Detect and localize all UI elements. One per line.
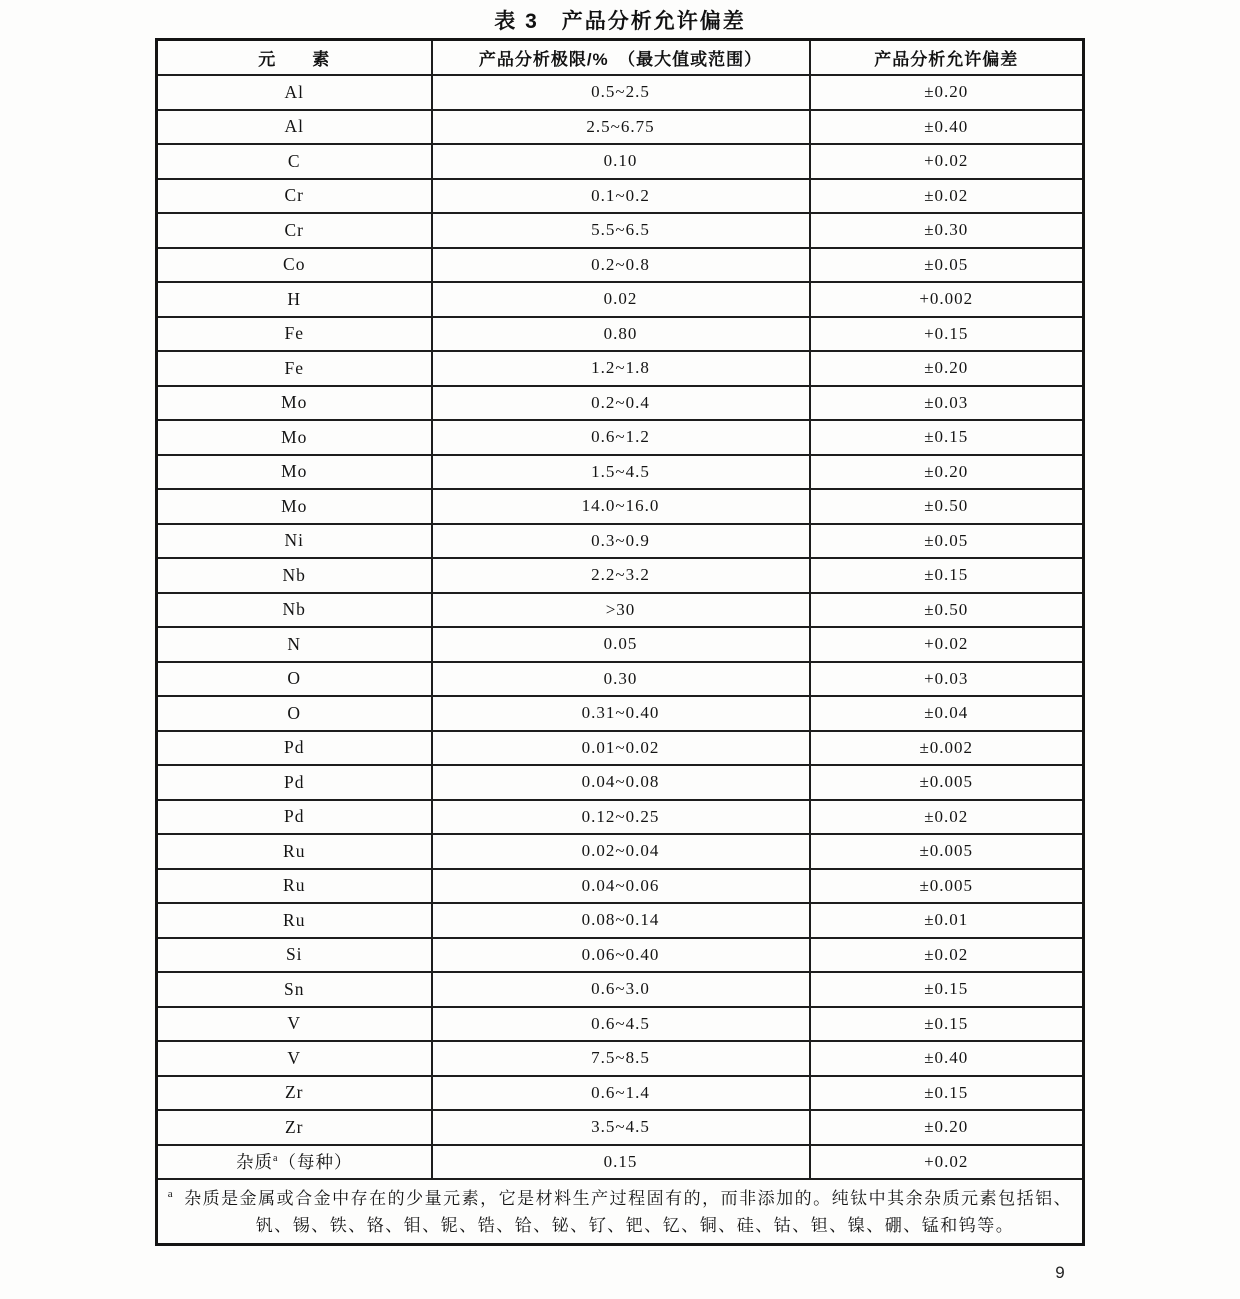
element-cell: Mo: [157, 489, 432, 524]
deviation-cell: +0.02: [810, 1145, 1084, 1180]
element-cell: Zr: [157, 1110, 432, 1145]
table-row: [157, 765, 1084, 800]
element-cell: Sn: [157, 972, 432, 1007]
limit-cell: 0.02~0.04: [432, 834, 810, 869]
deviation-cell: ±0.005: [810, 834, 1084, 869]
table-row: [157, 627, 1084, 662]
deviation-cell: ±0.50: [810, 593, 1084, 628]
element-cell: Co: [157, 248, 432, 283]
deviation-cell: ±0.005: [810, 765, 1084, 800]
element-cell: Mo: [157, 386, 432, 421]
table-row: [157, 248, 1084, 283]
limit-cell: 0.2~0.8: [432, 248, 810, 283]
deviation-cell: ±0.50: [810, 489, 1084, 524]
element-cell: Pd: [157, 765, 432, 800]
table-row: [157, 558, 1084, 593]
impurity-footnote-marker: a: [273, 1153, 279, 1165]
deviation-cell: ±0.01: [810, 903, 1084, 938]
table-row: [157, 972, 1084, 1007]
limit-cell: >30: [432, 593, 810, 628]
header-limit: 产品分析极限/% （最大值或范围）: [432, 40, 810, 76]
limit-cell: 0.80: [432, 317, 810, 352]
table-row: [157, 938, 1084, 973]
table-row: [157, 420, 1084, 455]
header-element: 元 素: [157, 40, 432, 76]
deviation-cell: ±0.02: [810, 179, 1084, 214]
header-deviation: 产品分析允许偏差: [810, 40, 1084, 76]
element-cell: [157, 1145, 432, 1180]
table-row: [157, 731, 1084, 766]
limit-cell: 0.10: [432, 144, 810, 179]
deviation-cell: ±0.03: [810, 386, 1084, 421]
limit-cell: 0.3~0.9: [432, 524, 810, 559]
deviation-cell: ±0.40: [810, 110, 1084, 145]
element-cell: Ru: [157, 869, 432, 904]
element-cell: O: [157, 662, 432, 697]
table-row: [157, 317, 1084, 352]
page-number: 9: [1055, 1263, 1065, 1282]
element-cell: V: [157, 1007, 432, 1042]
footnote-line-2: 钒、锡、铁、铬、钼、铌、锆、铪、铋、钌、钯、钇、铜、硅、钴、钽、镍、硼、锰和钨等。: [255, 1215, 1015, 1235]
footnote-row: [157, 1179, 1084, 1245]
limit-cell: 0.5~2.5: [432, 75, 810, 110]
limit-cell: 7.5~8.5: [432, 1041, 810, 1076]
footnote: [157, 1179, 1084, 1245]
limit-cell: 0.12~0.25: [432, 800, 810, 835]
deviation-cell: +0.002: [810, 282, 1084, 317]
table-row: [157, 144, 1084, 179]
element-cell: Mo: [157, 455, 432, 490]
impurity-label-suffix: （每种）: [278, 1152, 353, 1173]
deviation-cell: ±0.20: [810, 1110, 1084, 1145]
deviation-cell: +0.03: [810, 662, 1084, 697]
limit-cell: 0.02: [432, 282, 810, 317]
deviation-cell: ±0.05: [810, 248, 1084, 283]
analysis-table: [155, 38, 1085, 1246]
element-cell: Al: [157, 110, 432, 145]
limit-cell: 0.1~0.2: [432, 179, 810, 214]
element-cell: H: [157, 282, 432, 317]
limit-cell: 0.06~0.40: [432, 938, 810, 973]
table-row: [157, 351, 1084, 386]
element-cell: Mo: [157, 420, 432, 455]
limit-cell: 0.31~0.40: [432, 696, 810, 731]
limit-cell: 2.2~3.2: [432, 558, 810, 593]
element-cell: Fe: [157, 351, 432, 386]
deviation-cell: ±0.15: [810, 420, 1084, 455]
analysis-table-foot: [157, 1179, 1084, 1245]
deviation-cell: ±0.002: [810, 731, 1084, 766]
limit-cell: 0.6~3.0: [432, 972, 810, 1007]
element-cell: Pd: [157, 800, 432, 835]
limit-cell: 0.6~1.2: [432, 420, 810, 455]
limit-cell: 0.05: [432, 627, 810, 662]
element-cell: C: [157, 144, 432, 179]
element-cell: Al: [157, 75, 432, 110]
table-row-impurity: [157, 1145, 1084, 1180]
element-cell: Ni: [157, 524, 432, 559]
element-cell: N: [157, 627, 432, 662]
table-row: [157, 696, 1084, 731]
table-row: [157, 179, 1084, 214]
deviation-cell: ±0.04: [810, 696, 1084, 731]
table-row: [157, 593, 1084, 628]
deviation-cell: +0.02: [810, 627, 1084, 662]
table-row: [157, 1076, 1084, 1111]
limit-cell: 0.04~0.08: [432, 765, 810, 800]
limit-cell: 0.6~4.5: [432, 1007, 810, 1042]
table-row: [157, 800, 1084, 835]
table-row: [157, 213, 1084, 248]
limit-cell: 0.15: [432, 1145, 810, 1180]
element-cell: Nb: [157, 593, 432, 628]
analysis-table-header: [157, 40, 1084, 76]
footnote-text-1: 杂质是金属或合金中存在的少量元素，它是材料生产过程固有的，而非添加的。纯钛中其余杂质元素包括铝、: [184, 1188, 1073, 1208]
table-row: [157, 386, 1084, 421]
table-row: [157, 110, 1084, 145]
element-cell: Fe: [157, 317, 432, 352]
limit-cell: 0.2~0.4: [432, 386, 810, 421]
analysis-table-body: [157, 75, 1084, 1179]
deviation-cell: ±0.40: [810, 1041, 1084, 1076]
limit-cell: 0.30: [432, 662, 810, 697]
limit-cell: 1.5~4.5: [432, 455, 810, 490]
element-cell: O: [157, 696, 432, 731]
deviation-cell: ±0.30: [810, 213, 1084, 248]
table-title: 表 3 产品分析允许偏差: [494, 10, 746, 33]
limit-cell: 5.5~6.5: [432, 213, 810, 248]
deviation-cell: ±0.20: [810, 455, 1084, 490]
table-row: [157, 75, 1084, 110]
limit-cell: 0.08~0.14: [432, 903, 810, 938]
limit-cell: 14.0~16.0: [432, 489, 810, 524]
deviation-cell: +0.15: [810, 317, 1084, 352]
deviation-cell: ±0.005: [810, 869, 1084, 904]
table-row: [157, 662, 1084, 697]
deviation-cell: ±0.20: [810, 351, 1084, 386]
table-row: [157, 834, 1084, 869]
table-row: [157, 489, 1084, 524]
deviation-cell: ±0.05: [810, 524, 1084, 559]
table-row: [157, 903, 1084, 938]
impurity-label: 杂质: [236, 1152, 274, 1173]
limit-cell: 0.04~0.06: [432, 869, 810, 904]
element-cell: Cr: [157, 213, 432, 248]
table-row: [157, 524, 1084, 559]
header-row: [157, 40, 1084, 76]
table-row: [157, 282, 1084, 317]
table-row: [157, 1007, 1084, 1042]
table-row: [157, 869, 1084, 904]
limit-cell: 3.5~4.5: [432, 1110, 810, 1145]
element-cell: Nb: [157, 558, 432, 593]
limit-cell: 1.2~1.8: [432, 351, 810, 386]
limit-cell: 0.01~0.02: [432, 731, 810, 766]
deviation-cell: ±0.20: [810, 75, 1084, 110]
deviation-cell: ±0.15: [810, 1076, 1084, 1111]
element-cell: V: [157, 1041, 432, 1076]
element-cell: Ru: [157, 834, 432, 869]
table-row: [157, 1041, 1084, 1076]
deviation-cell: ±0.02: [810, 800, 1084, 835]
limit-cell: 2.5~6.75: [432, 110, 810, 145]
element-cell: Ru: [157, 903, 432, 938]
element-cell: Si: [157, 938, 432, 973]
deviation-cell: ±0.15: [810, 972, 1084, 1007]
element-cell: Cr: [157, 179, 432, 214]
deviation-cell: ±0.15: [810, 558, 1084, 593]
table-row: [157, 1110, 1084, 1145]
deviation-cell: ±0.02: [810, 938, 1084, 973]
element-cell: Pd: [157, 731, 432, 766]
footnote-line-1: [158, 1185, 1082, 1212]
element-cell: Zr: [157, 1076, 432, 1111]
table-row: [157, 455, 1084, 490]
footnote-marker: a: [167, 1187, 175, 1200]
deviation-cell: ±0.15: [810, 1007, 1084, 1042]
deviation-cell: +0.02: [810, 144, 1084, 179]
limit-cell: 0.6~1.4: [432, 1076, 810, 1111]
